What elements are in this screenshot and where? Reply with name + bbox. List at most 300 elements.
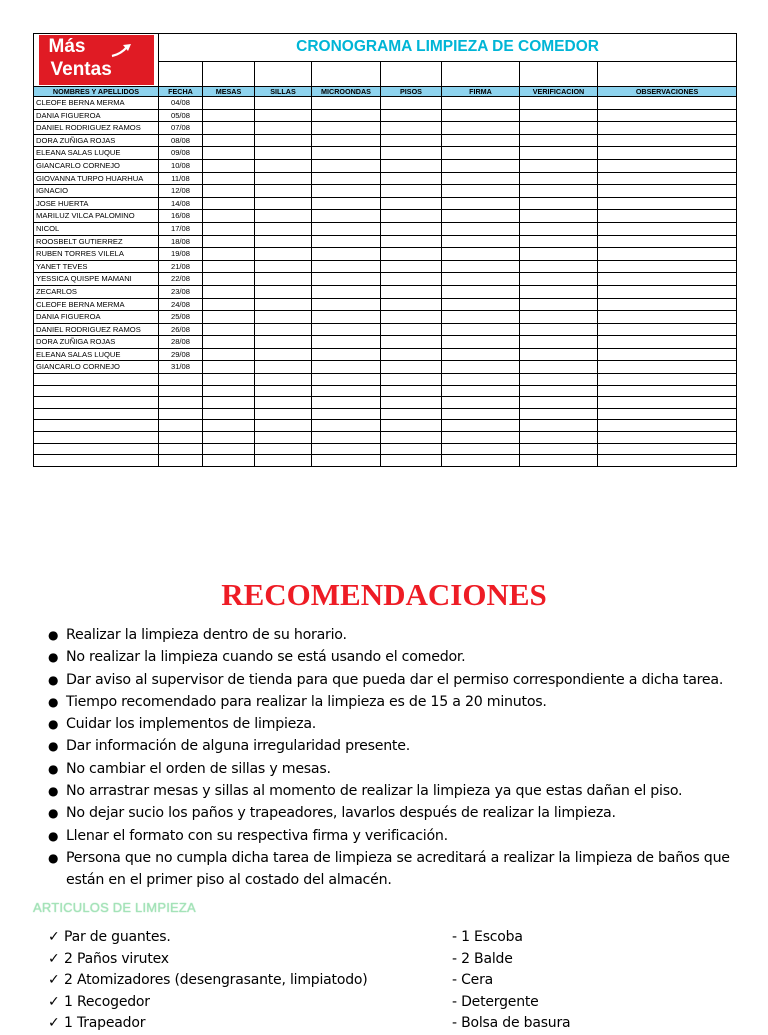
mas-ventas-logo — [39, 35, 154, 85]
empty-cell — [312, 397, 381, 409]
empty-cell — [598, 172, 737, 185]
empty-cell — [255, 374, 312, 386]
list-item — [48, 780, 748, 802]
empty-cell — [442, 147, 520, 160]
date-cell — [159, 408, 203, 420]
empty-cell — [255, 443, 312, 455]
table-row — [34, 385, 737, 397]
name-cell: DORA ZUÑIGA ROJAS — [34, 134, 159, 147]
empty-cell — [598, 361, 737, 374]
bullet-icon: ● — [48, 717, 59, 732]
name-cell: GIOVANNA TURPO HUARHUA — [34, 172, 159, 185]
date-cell — [159, 432, 203, 444]
bullet-icon: ● — [48, 761, 59, 776]
empty-cell — [255, 147, 312, 160]
recommendation-text: Cuidar los implementos de limpieza. — [66, 716, 317, 733]
empty-cell — [255, 336, 312, 349]
list-item — [48, 691, 748, 713]
empty-cell — [255, 172, 312, 185]
table-row — [34, 420, 737, 432]
name-cell: DANIA FIGUEROA — [34, 109, 159, 122]
table-row — [34, 97, 737, 110]
empty-cell — [203, 172, 255, 185]
empty-cell — [312, 298, 381, 311]
recommendation-text: No arrastrar mesas y sillas al momento de realizar la limpieza ya que estas dañan el piso. — [66, 783, 683, 800]
empty-cell — [381, 109, 442, 122]
empty-cell — [598, 222, 737, 235]
date-cell: 04/08 — [159, 97, 203, 110]
checkmark-icon: ✓ — [48, 972, 60, 989]
date-cell: 05/08 — [159, 109, 203, 122]
empty-cell — [255, 397, 312, 409]
empty-cell — [442, 420, 520, 432]
logo-line1: Más — [48, 36, 86, 57]
empty-cell — [255, 420, 312, 432]
table-row — [34, 109, 737, 122]
supply-label: 2 Atomizadores (desengrasante, limpiatodo) — [64, 972, 368, 989]
empty-cell — [203, 260, 255, 273]
date-cell: 14/08 — [159, 197, 203, 210]
empty-cell — [381, 185, 442, 198]
empty-cell — [381, 285, 442, 298]
empty-cell — [381, 374, 442, 386]
name-cell: DANIEL RODRIGUEZ RAMOS — [34, 323, 159, 336]
empty-cell — [442, 385, 520, 397]
empty-cell — [203, 147, 255, 160]
schedule-title: CRONOGRAMA LIMPIEZA DE COMEDOR — [159, 34, 737, 62]
blank-header-cell — [598, 61, 737, 86]
empty-cell — [312, 122, 381, 135]
name-cell: MARILUZ VILCA PALOMINO — [34, 210, 159, 223]
bullet-icon: ● — [48, 739, 59, 754]
recommendation-text: Dar información de alguna irregularidad presente. — [66, 738, 410, 755]
bullet-icon: ● — [48, 694, 59, 709]
empty-cell — [442, 361, 520, 374]
blank-header-cell — [159, 61, 203, 86]
empty-cell — [203, 273, 255, 286]
empty-cell — [598, 147, 737, 160]
empty-cell — [255, 273, 312, 286]
supply-item: - Cera — [452, 972, 494, 989]
empty-cell — [442, 348, 520, 361]
empty-cell — [520, 432, 598, 444]
empty-cell — [442, 248, 520, 261]
column-header: MESAS — [203, 87, 255, 97]
empty-cell — [203, 336, 255, 349]
empty-cell — [381, 385, 442, 397]
empty-cell — [442, 336, 520, 349]
empty-cell — [598, 210, 737, 223]
blank-header-cell — [442, 61, 520, 86]
recommendation-text: están en el primer piso al costado del almacén. — [66, 872, 392, 889]
empty-cell — [312, 323, 381, 336]
empty-cell — [520, 172, 598, 185]
empty-cell — [255, 311, 312, 324]
supply-item — [48, 970, 428, 992]
empty-cell — [203, 420, 255, 432]
empty-cell — [203, 235, 255, 248]
blank-header-cell — [312, 61, 381, 86]
bullet-icon: ● — [48, 828, 59, 843]
list-item — [48, 825, 748, 847]
empty-cell — [312, 159, 381, 172]
empty-cell — [598, 336, 737, 349]
empty-cell — [203, 134, 255, 147]
empty-cell — [520, 197, 598, 210]
bullet-icon: ● — [48, 650, 59, 665]
empty-cell — [203, 109, 255, 122]
empty-cell — [381, 97, 442, 110]
empty-cell — [312, 348, 381, 361]
empty-cell — [442, 443, 520, 455]
table-row — [34, 260, 737, 273]
name-cell: YESSICA QUISPE MAMANI — [34, 273, 159, 286]
empty-cell — [312, 134, 381, 147]
recommendation-text: No cambiar el orden de sillas y mesas. — [66, 760, 331, 777]
empty-cell — [520, 348, 598, 361]
table-row — [34, 210, 737, 223]
column-header: FECHA — [159, 87, 203, 97]
date-cell: 25/08 — [159, 311, 203, 324]
empty-cell — [442, 408, 520, 420]
name-cell: GIANCARLO CORNEJO — [34, 159, 159, 172]
list-item — [48, 646, 748, 668]
empty-cell — [312, 285, 381, 298]
empty-cell — [442, 374, 520, 386]
blank-header-cell — [203, 61, 255, 86]
empty-cell — [598, 385, 737, 397]
empty-cell — [312, 432, 381, 444]
date-cell — [159, 385, 203, 397]
recommendation-text: Tiempo recomendado para realizar la limpieza es de 15 a 20 minutos. — [66, 693, 547, 710]
name-cell: ELEANA SALAS LUQUE — [34, 147, 159, 160]
empty-cell — [598, 273, 737, 286]
column-header: PISOS — [381, 87, 442, 97]
empty-cell — [312, 455, 381, 467]
empty-cell — [381, 134, 442, 147]
table-row — [34, 336, 737, 349]
empty-cell — [203, 385, 255, 397]
list-item — [48, 669, 748, 691]
empty-cell — [520, 455, 598, 467]
empty-cell — [598, 109, 737, 122]
empty-cell — [203, 185, 255, 198]
empty-cell — [381, 408, 442, 420]
empty-cell — [381, 323, 442, 336]
empty-cell — [520, 397, 598, 409]
empty-cell — [203, 97, 255, 110]
table-row — [34, 408, 737, 420]
column-header: SILLAS — [255, 87, 312, 97]
empty-cell — [203, 222, 255, 235]
empty-cell — [442, 197, 520, 210]
table-row — [34, 147, 737, 160]
empty-cell — [598, 248, 737, 261]
date-cell: 08/08 — [159, 134, 203, 147]
name-cell: CLEOFE BERNA MERMA — [34, 298, 159, 311]
empty-cell — [442, 210, 520, 223]
column-header: MICROONDAS — [312, 87, 381, 97]
table-row — [34, 273, 737, 286]
empty-cell — [520, 443, 598, 455]
empty-cell — [312, 336, 381, 349]
empty-cell — [598, 374, 737, 386]
empty-cell — [255, 185, 312, 198]
name-cell — [34, 408, 159, 420]
empty-cell — [442, 298, 520, 311]
date-cell: 24/08 — [159, 298, 203, 311]
name-cell — [34, 374, 159, 386]
empty-cell — [255, 285, 312, 298]
supply-item: - 2 Balde — [452, 950, 513, 967]
empty-cell — [255, 159, 312, 172]
empty-cell — [381, 397, 442, 409]
empty-cell — [598, 197, 737, 210]
empty-cell — [598, 122, 737, 135]
empty-cell — [598, 443, 737, 455]
empty-cell — [312, 361, 381, 374]
recommendations-title: RECOMENDACIONES — [221, 577, 547, 612]
empty-cell — [203, 311, 255, 324]
recommendation-text: Realizar la limpieza dentro de su horario. — [66, 627, 347, 643]
empty-cell — [203, 443, 255, 455]
empty-cell — [442, 97, 520, 110]
empty-cell — [442, 159, 520, 172]
empty-cell — [442, 285, 520, 298]
empty-cell — [520, 97, 598, 110]
empty-cell — [520, 385, 598, 397]
empty-cell — [381, 311, 442, 324]
empty-cell — [520, 336, 598, 349]
empty-cell — [442, 323, 520, 336]
recommendation-text: Persona que no cumpla dicha tarea de limpieza se acreditará a realizar la limpieza de baños que — [66, 849, 730, 866]
list-item — [48, 869, 748, 891]
table-row — [34, 374, 737, 386]
recommendation-text: Dar aviso al supervisor de tienda para que pueda dar el permiso correspondiente a dicha tarea. — [66, 671, 724, 688]
checkmark-icon: ✓ — [48, 950, 60, 967]
empty-cell — [312, 235, 381, 248]
empty-cell — [598, 311, 737, 324]
empty-cell — [442, 222, 520, 235]
empty-cell — [381, 210, 442, 223]
empty-cell — [520, 273, 598, 286]
name-cell: ELEANA SALAS LUQUE — [34, 348, 159, 361]
table-row — [34, 172, 737, 185]
supplies-heading: ARTICULOS DE LIMPIEZA — [33, 900, 196, 915]
name-cell — [34, 397, 159, 409]
empty-cell — [312, 172, 381, 185]
recommendation-text: Llenar el formato con su respectiva firma y verificación. — [66, 827, 448, 844]
empty-cell — [255, 210, 312, 223]
empty-cell — [520, 210, 598, 223]
empty-cell — [442, 172, 520, 185]
table-row — [34, 222, 737, 235]
logo-arrow-icon — [111, 42, 133, 58]
empty-cell — [598, 420, 737, 432]
table-row — [34, 311, 737, 324]
empty-cell — [255, 385, 312, 397]
empty-cell — [255, 248, 312, 261]
date-cell: 07/08 — [159, 122, 203, 135]
supplies-list-right — [452, 927, 732, 1035]
empty-cell — [312, 260, 381, 273]
supply-label: 2 Paños virutex — [64, 950, 169, 967]
empty-cell — [442, 311, 520, 324]
empty-cell — [381, 455, 442, 467]
empty-cell — [598, 285, 737, 298]
empty-cell — [255, 235, 312, 248]
table-row — [34, 323, 737, 336]
name-cell: RUBEN TORRES VILELA — [34, 248, 159, 261]
checkmark-icon: ✓ — [48, 929, 60, 945]
date-cell: 18/08 — [159, 235, 203, 248]
empty-cell — [381, 159, 442, 172]
bullet-icon: ● — [48, 672, 59, 687]
empty-cell — [203, 285, 255, 298]
name-cell: DANIEL RODRIGUEZ RAMOS — [34, 122, 159, 135]
date-cell: 16/08 — [159, 210, 203, 223]
table-row — [34, 185, 737, 198]
name-cell — [34, 420, 159, 432]
empty-cell — [520, 311, 598, 324]
empty-cell — [255, 134, 312, 147]
empty-cell — [255, 97, 312, 110]
name-cell: CLEOFE BERNA MERMA — [34, 97, 159, 110]
empty-cell — [203, 210, 255, 223]
supply-item — [48, 927, 428, 949]
empty-cell — [520, 323, 598, 336]
empty-cell — [255, 222, 312, 235]
recommendations-list — [48, 624, 748, 892]
empty-cell — [381, 432, 442, 444]
blank-header-cell — [520, 61, 598, 86]
date-cell: 31/08 — [159, 361, 203, 374]
name-cell: ROOSBELT GUTIERREZ — [34, 235, 159, 248]
name-cell — [34, 432, 159, 444]
name-cell: NICOL — [34, 222, 159, 235]
date-cell: 17/08 — [159, 222, 203, 235]
date-cell: 29/08 — [159, 348, 203, 361]
empty-cell — [598, 185, 737, 198]
cleaning-schedule-table — [33, 33, 737, 467]
name-cell: DANIA FIGUEROA — [34, 311, 159, 324]
empty-cell — [312, 210, 381, 223]
table-row — [34, 235, 737, 248]
supply-label: Par de guantes. — [64, 929, 171, 945]
list-item — [48, 758, 748, 780]
supply-item — [48, 1013, 428, 1035]
blank-header-cell — [255, 61, 312, 86]
empty-cell — [255, 348, 312, 361]
table-row — [34, 348, 737, 361]
empty-cell — [381, 420, 442, 432]
empty-cell — [442, 260, 520, 273]
table-row — [34, 122, 737, 135]
empty-cell — [381, 235, 442, 248]
empty-cell — [520, 147, 598, 160]
empty-cell — [312, 374, 381, 386]
empty-cell — [520, 361, 598, 374]
empty-cell — [442, 235, 520, 248]
empty-cell — [442, 273, 520, 286]
date-cell — [159, 443, 203, 455]
empty-cell — [381, 348, 442, 361]
empty-cell — [203, 397, 255, 409]
empty-cell — [520, 235, 598, 248]
empty-cell — [203, 361, 255, 374]
empty-cell — [598, 348, 737, 361]
table-row — [34, 361, 737, 374]
empty-cell — [520, 420, 598, 432]
empty-cell — [203, 298, 255, 311]
empty-cell — [520, 185, 598, 198]
list-item — [48, 735, 748, 757]
blank-header-cell — [381, 61, 442, 86]
empty-cell — [203, 248, 255, 261]
logo-line2: Ventas — [50, 59, 112, 80]
empty-cell — [203, 323, 255, 336]
empty-cell — [598, 260, 737, 273]
table-row — [34, 197, 737, 210]
empty-cell — [598, 432, 737, 444]
empty-cell — [598, 323, 737, 336]
date-cell — [159, 455, 203, 467]
empty-cell — [381, 122, 442, 135]
supply-label: 1 Trapeador — [64, 1015, 146, 1032]
logo-cell — [34, 34, 159, 87]
bullet-icon: ● — [48, 628, 59, 642]
empty-cell — [520, 109, 598, 122]
empty-cell — [312, 109, 381, 122]
bullet-icon: ● — [48, 784, 59, 799]
supply-item: - 1 Escoba — [452, 929, 523, 945]
empty-cell — [203, 455, 255, 467]
date-cell: 22/08 — [159, 273, 203, 286]
supply-item — [48, 992, 428, 1014]
empty-cell — [381, 260, 442, 273]
table-row — [34, 432, 737, 444]
name-cell: JOSE HUERTA — [34, 197, 159, 210]
column-header-row — [34, 87, 737, 97]
empty-cell — [381, 197, 442, 210]
empty-cell — [255, 323, 312, 336]
table-row — [34, 134, 737, 147]
empty-cell — [442, 109, 520, 122]
bullet-icon: ● — [48, 850, 59, 865]
date-cell: 09/08 — [159, 147, 203, 160]
empty-cell — [381, 172, 442, 185]
empty-cell — [520, 408, 598, 420]
empty-cell — [312, 273, 381, 286]
checkmark-icon: ✓ — [48, 993, 60, 1010]
empty-cell — [312, 311, 381, 324]
empty-cell — [381, 147, 442, 160]
empty-cell — [312, 97, 381, 110]
empty-cell — [442, 397, 520, 409]
empty-cell — [381, 248, 442, 261]
empty-cell — [255, 432, 312, 444]
supply-item — [48, 949, 428, 971]
empty-cell — [255, 361, 312, 374]
empty-cell — [442, 432, 520, 444]
empty-cell — [312, 385, 381, 397]
empty-cell — [255, 455, 312, 467]
supply-label: 1 Recogedor — [64, 993, 150, 1010]
empty-cell — [312, 248, 381, 261]
list-item — [48, 624, 748, 646]
column-header: FIRMA — [442, 87, 520, 97]
date-cell: 19/08 — [159, 248, 203, 261]
